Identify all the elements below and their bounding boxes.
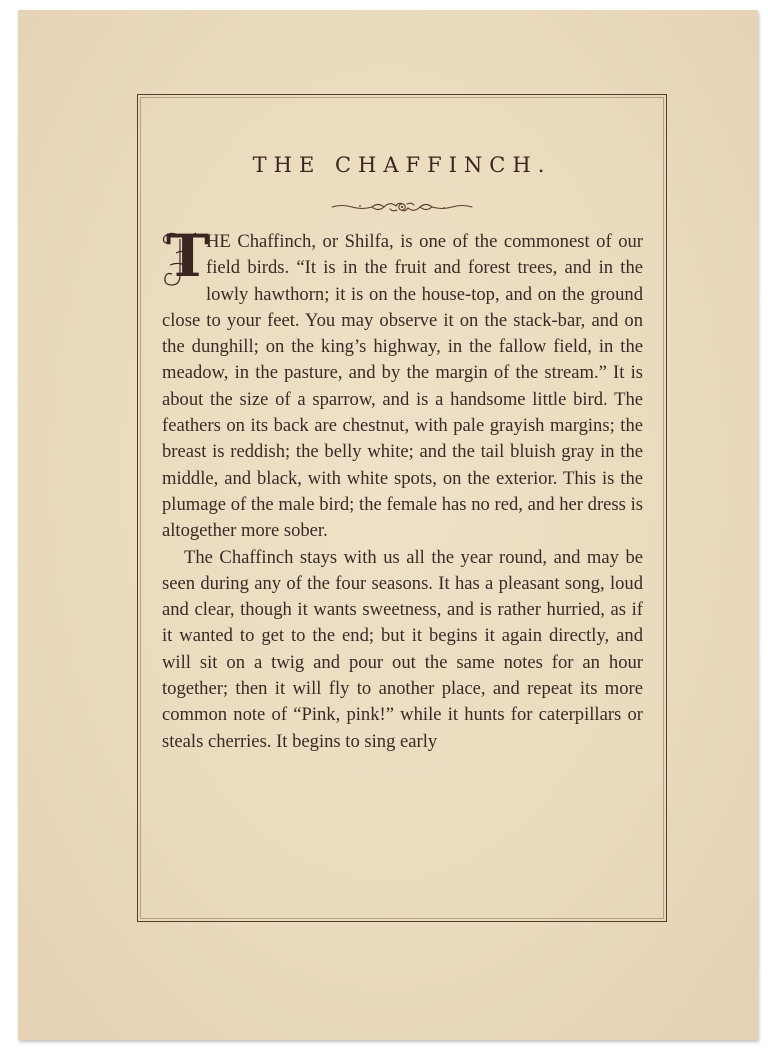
paragraph-1	[162, 222, 643, 545]
decorative-dropcap	[160, 222, 210, 290]
book-page	[18, 10, 758, 1040]
floral-ornament-icon	[330, 200, 474, 214]
paragraph-2: The Chaffinch stays with us all the year round, and may be seen during any of the four seasons. It has a pleasant song, loud and clear, though it wants sweetness, and is rather hurried, as if it wanted to get to the end; but it begins it again directly, and will sit on a twig and pour out the same notes for an hour together; then it will fly to another place, and repeat its more common note of “Pink, pink!” while it hunts for caterpillars or steals cherries. It begins to sing early	[162, 546, 643, 752]
page-border-frame	[137, 94, 667, 922]
page-title: THE CHAFFINCH.	[252, 153, 552, 177]
dropcap-letter: T	[166, 222, 210, 290]
article-body	[162, 222, 643, 755]
paragraph-1-text: HE Chaffinch, or Shilfa, is one of the commonest of our field birds. “It is in the fruit and forest trees, and in the lowly hawthorn; it is on the house-top, and on the ground close to your feet. You may observe it on the stack-bar, and on the dunghill; on the king’s highway, in the fallow field, in the meadow, in the pasture, and by the margin of the stream.” It is about the size of a sparrow, and is a handsome little bird. The feathers on its back are chestnut, with pale grayish margins; the breast is reddish; the belly white; and the tail bluish gray in the middle, and black, with white spots, on the exterior. This is the plumage of the male bird; the female has no red, and her dress is altogether more sober.	[162, 231, 643, 542]
